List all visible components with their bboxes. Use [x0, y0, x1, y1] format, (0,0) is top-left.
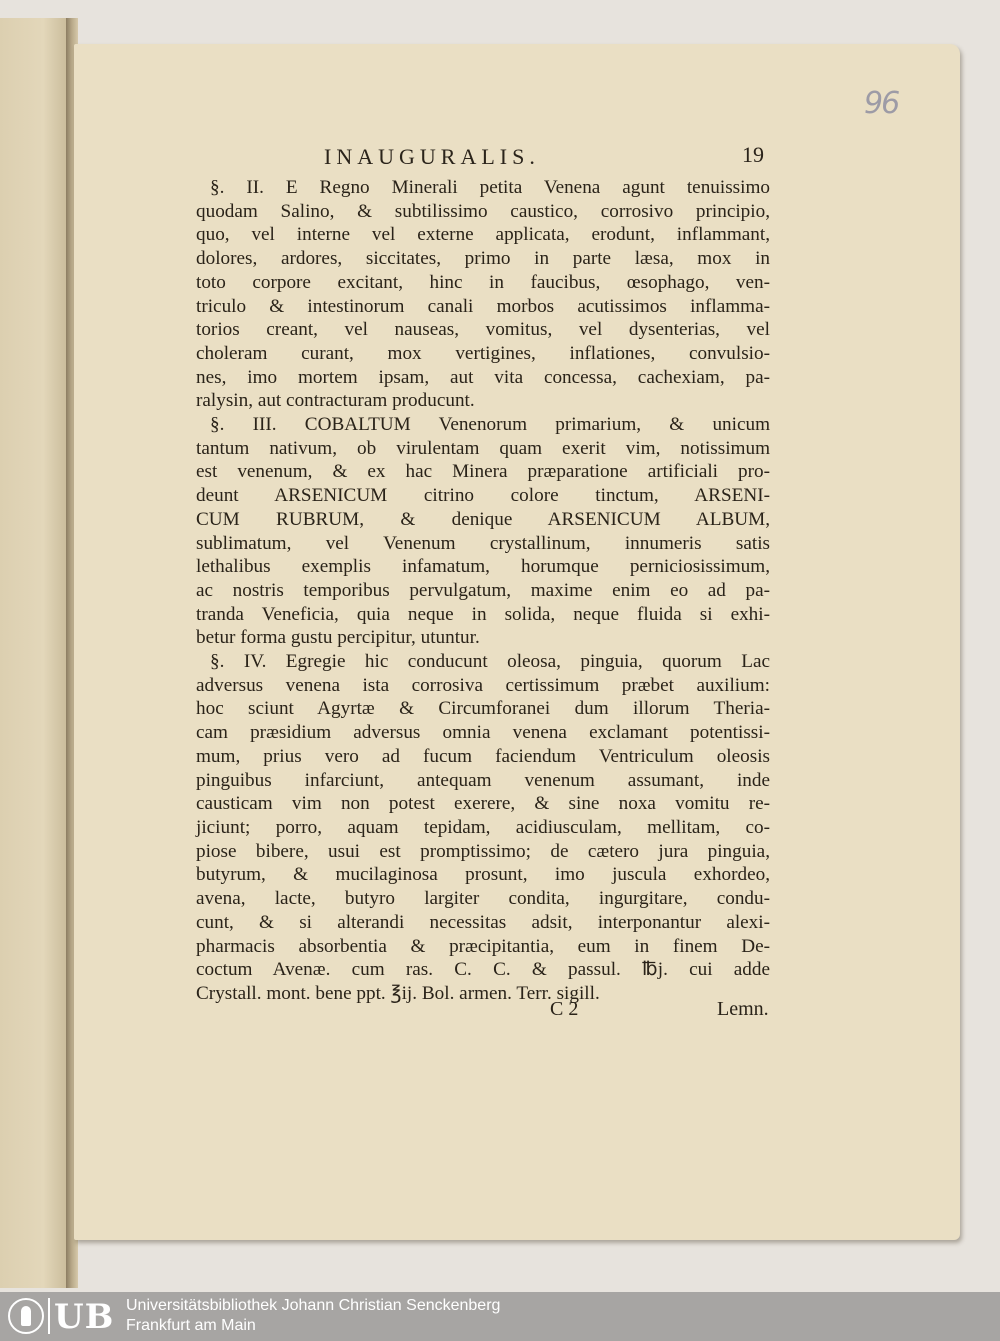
library-city: Frankfurt am Main [126, 1317, 256, 1334]
text-line: pinguibus infarciunt, antequam venenum assumant, inde [196, 769, 770, 791]
text-line: nes, imo mortem ipsam, aut vita concessa, cachexiam, pa- [196, 366, 770, 388]
paragraph [196, 650, 770, 1006]
logo-divider [48, 1298, 50, 1334]
text-line: dolores, ardores, siccitates, primo in parte læsa, mox in [196, 248, 770, 270]
library-name: Universitätsbibliothek Johann Christian Senckenberg [126, 1297, 501, 1314]
library-footer [0, 1292, 1000, 1341]
paragraph [196, 413, 770, 650]
text-line: lethalibus exemplis infamatum, horumque perniciosissimum, [196, 556, 770, 578]
text-line: §. II. E Regno Minerali petita Venena agunt tenuissimo [210, 177, 770, 198]
seal-icon [8, 1298, 44, 1334]
library-logo[interactable] [4, 1296, 118, 1337]
text-line: est venenum, & ex hac Minera præparatione artificiali pro- [196, 461, 770, 483]
text-line: mum, prius vero ad fucum faciendum Ventriculum oleosis [196, 745, 770, 767]
text-line: cam præsidium adversus omnia venena exclamant potentissi- [196, 722, 770, 744]
text-line: CUM RUBRUM, & denique ARSENICUM ALBUM, [196, 508, 770, 530]
text-line: torios creant, vel nauseas, vomitus, vel dysenterias, vel [196, 319, 770, 341]
text-line: §. III. COBALTUM Venenorum primarium, & unicum [210, 414, 770, 436]
text-line: adversus venena ista corrosiva certissimum præbet auxilium: [196, 674, 770, 696]
text-line: coctum Avenæ. cum ras. C. C. & passul. ℔j. cui adde [196, 959, 770, 981]
page-number: 19 [742, 142, 764, 167]
text-line: sublimatum, vel Venenum crystallinum, innumeris satis [196, 532, 770, 554]
text-line: deunt ARSENICUM citrino colore tinctum, ARSENI- [196, 485, 770, 507]
text-line: piose bibere, usui est promptissimo; de cætero jura pinguia, [196, 840, 770, 862]
text-line: jiciunt; porro, aquam tepidam, acidiusculam, mellitam, co- [196, 816, 770, 838]
catchword: Lemn. [717, 998, 769, 1020]
body-text [196, 176, 770, 1006]
text-line: hoc sciunt Agyrtæ & Circumforanei dum illorum Theria- [196, 698, 770, 720]
text-line: ralysin, aut contracturam producunt. [196, 390, 475, 412]
paragraph [196, 176, 770, 413]
text-line: tranda Veneficia, quia neque in solida, neque fluida si exhi- [196, 603, 770, 625]
left-page-edge [0, 18, 72, 1288]
text-line: cunt, & si alterandi necessitas adsit, interponantur alexi- [196, 911, 770, 933]
logo-text: UB [54, 1297, 115, 1337]
text-line: choleram curant, mox vertigines, inflationes, convulsio- [196, 342, 770, 364]
text-line: quo, vel interne vel externe applicata, erodunt, inflammant, [196, 224, 770, 246]
text-line: avena, lacte, butyro largiter condita, ingurgitare, condu- [196, 888, 770, 910]
text-line: butyrum, & mucilaginosa prosunt, imo juscula exhordeo, [196, 864, 770, 886]
running-head: INAUGURALIS. [324, 144, 540, 169]
text-line: ac nostris temporibus pervulgatum, maxime enim eo ad pa- [196, 579, 770, 601]
text-line: betur forma gustu percipitur, utuntur. [196, 627, 480, 649]
text-line: quodam Salino, & subtilissimo caustico, corrosivo principio, [196, 200, 770, 222]
signature-mark: C 2 [550, 998, 579, 1020]
book-page [74, 44, 960, 1240]
text-line: triculo & intestinorum canali morbos acutissimos inflamma- [196, 295, 770, 317]
text-line: toto corpore excitant, hinc in faucibus, œsophago, ven- [196, 271, 770, 293]
text-line: causticam vim non potest exerere, & sine noxa vomitu re- [196, 793, 770, 815]
text-line: §. IV. Egregie hic conducunt oleosa, pinguia, quorum Lac [210, 651, 770, 673]
text-line: Crystall. mont. bene ppt. ℥ij. Bol. armen. Terr. sigill. [196, 982, 600, 1004]
text-line: pharmacis absorbentia & præcipitantia, eum in finem De- [196, 935, 770, 957]
text-line: tantum nativum, ob virulentam quam exerit vim, notissimum [196, 437, 770, 459]
archive-number: 96 [864, 86, 899, 121]
